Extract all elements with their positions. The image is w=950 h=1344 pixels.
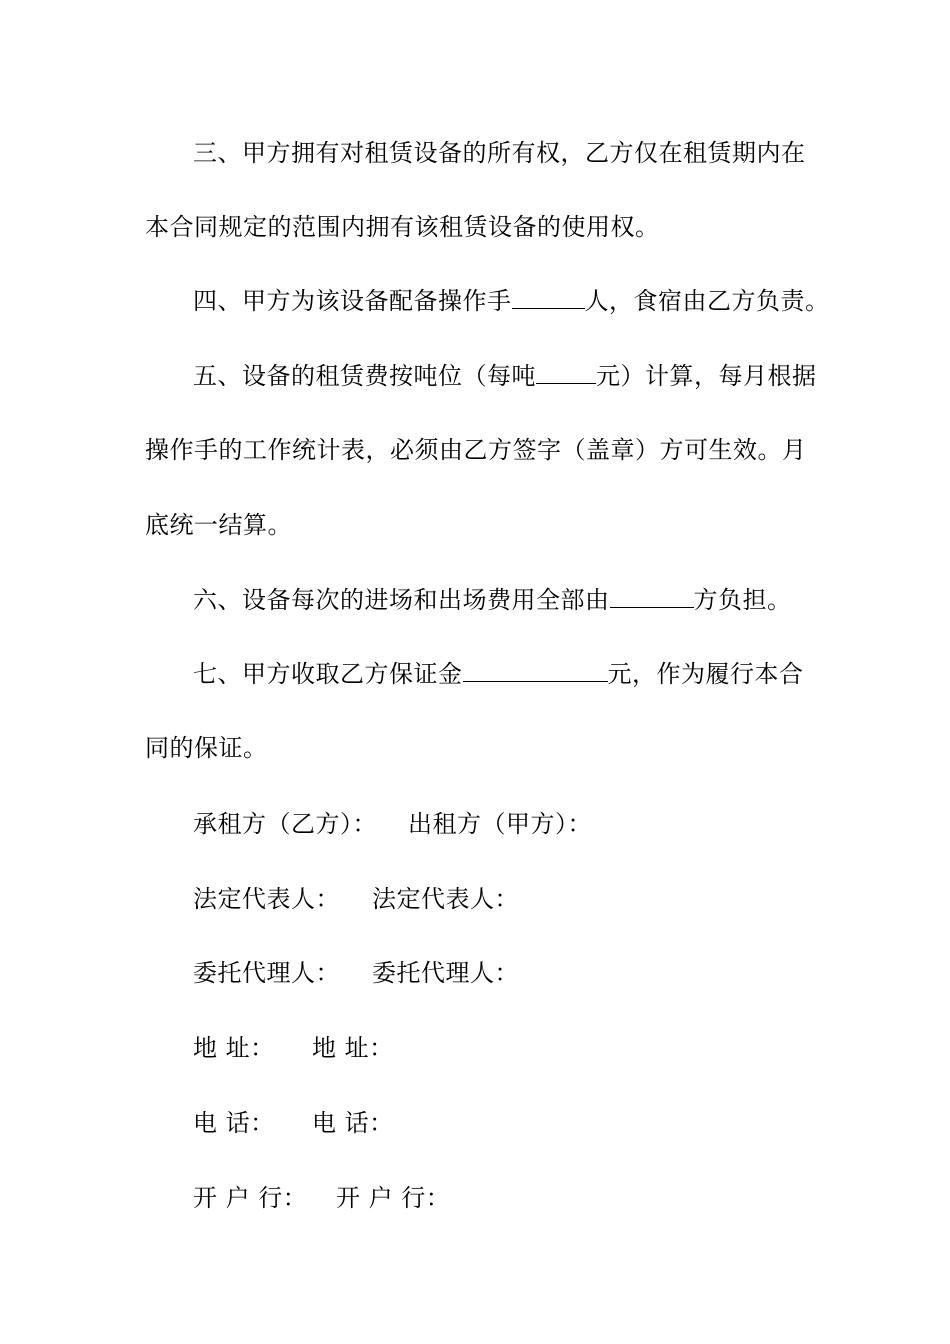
lessor-label: 出租方（甲方）：: [408, 810, 592, 838]
address-lessor: 地 址：: [312, 1034, 394, 1062]
clause-5-text-before: 五、设备的租赁费按吨位（每吨: [193, 362, 536, 390]
legal-rep-lessor: 法定代表人：: [372, 885, 519, 913]
bank-lessee: 开 户 行：: [193, 1184, 308, 1212]
clause-3-line-1: 三、甲方拥有对租赁设备的所有权，乙方仅在租赁期内在: [193, 139, 806, 167]
clause-7-line-1: [193, 659, 804, 689]
phone-lessee: 电 话：: [193, 1109, 275, 1137]
clause-7-text-after: 元，作为履行本合: [607, 660, 804, 688]
phone-lessor: 电 话：: [312, 1109, 394, 1137]
clause-5-line-1: [193, 361, 817, 391]
bank-lessor: 开 户 行：: [336, 1184, 451, 1212]
clause-6: [193, 585, 792, 615]
clause-7-line-2: 同的保证。: [145, 734, 268, 762]
agent-lessor: 委托代理人：: [372, 959, 519, 987]
clause-5-text-after: 元）计算，每月根据: [596, 362, 817, 390]
operator-count-blank: [512, 286, 585, 309]
agent-lessee: 委托代理人：: [193, 959, 340, 987]
clause-6-text-before: 六、设备每次的进场和出场费用全部由: [193, 586, 610, 614]
price-per-ton-blank: [536, 361, 596, 384]
clause-5-line-3: 底统一结算。: [145, 511, 292, 539]
clause-6-text-after: 方负担。: [693, 586, 792, 614]
clause-5-line-2: 操作手的工作统计表，必须由乙方签字（盖章）方可生效。月: [145, 436, 807, 464]
clause-4-text-before: 四、甲方为该设备配备操作手: [193, 287, 512, 315]
address-lessee: 地 址：: [193, 1034, 275, 1062]
clause-4-text-after: 人，食宿由乙方负责。: [584, 287, 830, 315]
fee-party-blank: [610, 585, 694, 608]
deposit-amount-blank: [463, 659, 608, 682]
legal-rep-lessee: 法定代表人：: [193, 885, 340, 913]
clause-3-line-2: 本合同规定的范围内拥有该租赁设备的使用权。: [145, 213, 660, 241]
clause-4: [193, 286, 830, 316]
lessee-label: 承租方（乙方）：: [193, 810, 377, 838]
clause-7-text-before: 七、甲方收取乙方保证金: [193, 660, 463, 688]
